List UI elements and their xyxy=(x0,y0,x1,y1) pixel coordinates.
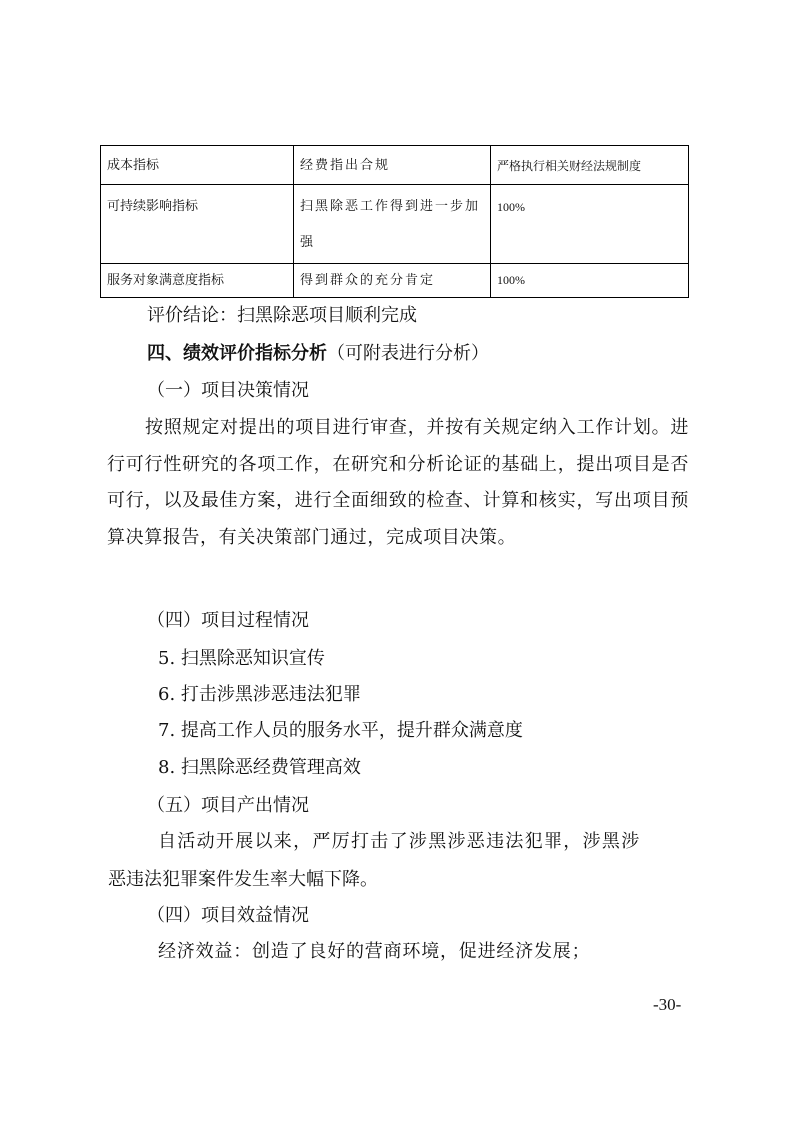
table-cell-value xyxy=(491,185,689,264)
section-heading xyxy=(147,343,489,365)
section-title: 四、绩效评价指标分析 xyxy=(147,343,327,364)
indicator-table xyxy=(100,145,689,298)
table-cell-indicator: 服务对象满意度指标 xyxy=(101,264,294,298)
page-number: -30- xyxy=(653,995,682,1014)
list-item: 7. 提高工作人员的服务水平，提升群众满意度 xyxy=(158,720,523,741)
subsection-title: （四）项目效益情况 xyxy=(147,905,309,926)
output-text-line: 恶违法犯罪案件发生率大幅下降。 xyxy=(108,869,378,890)
table-row xyxy=(101,264,689,298)
table-cell-content: 得到群众的充分肯定 xyxy=(294,264,491,298)
table-value-text: 100% xyxy=(497,273,525,287)
table-cell-content: 经费指出合规 xyxy=(294,146,491,185)
subsection-title: （一）项目决策情况 xyxy=(147,380,309,401)
section-title-note: （可附表进行分析） xyxy=(327,343,489,364)
subsection-title: （五）项目产出情况 xyxy=(147,795,309,816)
subsection-title: （四）项目过程情况 xyxy=(147,610,309,631)
output-text-line: 自活动开展以来，严厉打击了涉黑涉恶违法犯罪，涉黑涉 xyxy=(158,831,641,852)
table-cell-content: 扫黑除恶工作得到进一步加强 xyxy=(294,185,491,264)
benefit-text-line: 经济效益：创造了良好的营商环境，促进经济发展； xyxy=(158,941,591,962)
table-cell-indicator: 成本指标 xyxy=(101,146,294,185)
table-cell-value xyxy=(491,264,689,298)
table-cell-value: 严格执行相关财经法规制度 xyxy=(491,146,689,185)
evaluation-conclusion: 评价结论：扫黑除恶项目顺利完成 xyxy=(147,305,417,326)
decision-paragraph: 按照规定对提出的项目进行审查，并按有关规定纳入工作计划。进行可行性研究的各项工作，在研究和分析论证的基础上，提出项目是否可行，以及最佳方案，进行全面细致的检查、计算和核实，写出项目预算决算报告，有关决策部门通过，完成项目决策。 xyxy=(107,417,689,548)
table-row xyxy=(101,146,689,185)
table-cell-indicator: 可持续影响指标 xyxy=(101,185,294,264)
list-item: 8. 扫黑除恶经费管理高效 xyxy=(158,757,361,778)
list-item: 6. 打击涉黑涉恶违法犯罪 xyxy=(158,684,361,705)
table-row xyxy=(101,185,689,264)
table-value-text: 100% xyxy=(497,200,525,214)
list-item: 5. 扫黑除恶知识宣传 xyxy=(158,648,325,669)
